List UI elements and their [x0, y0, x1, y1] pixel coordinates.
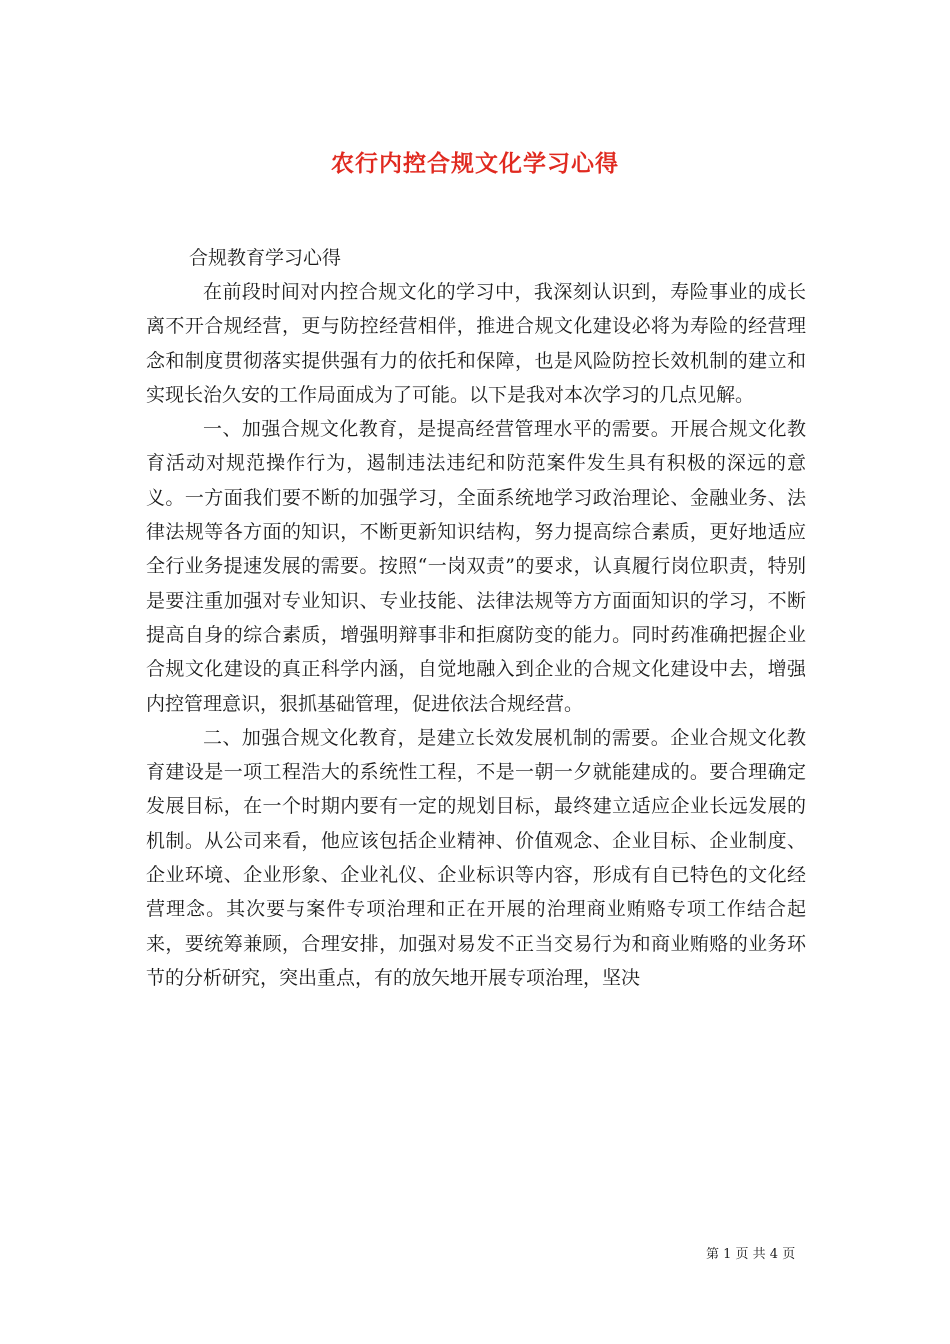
paragraph-intro: 在前段时间对内控合规文化的学习中，我深刻认识到，寿险事业的成长离不开合规经营，更与防控经营相伴，推进合规文化建设必将为寿险的经营理念和制度贯彻落实提供强有力的依托和保障，也是风险防控长效机制的建立和实现长治久安的工作局面成为了可能。以下是我对本次学习的几点见解。	[146, 281, 806, 406]
document-body	[146, 275, 806, 995]
paragraph-section-two: 二、加强合规文化教育，是建立长效发展机制的需要。企业合规文化教育建设是一项工程浩大的系统性工程，不是一朝一夕就能建成的。要合理确定发展目标，在一个时期内要有一定的规划目标，最终建立适应企业长远发展的机制。从公司来看，他应该包括企业精神、价值观念、企业目标、企业制度、企业环境、企业形象、企业礼仪、企业标识等内容，形成有自已特色的文化经营理念。其次要与案件专项治理和正在开展的治理商业贿赂专项工作结合起来，要统筹兼顾，合理安排，加强对易发不正当交易行为和商业贿赂的业务环节的分析研究，突出重点，有的放矢地开展专项治理，坚决	[146, 726, 806, 989]
document-title: 农行内控合规文化学习心得	[331, 150, 619, 178]
document-subtitle: 合规教育学习心得	[189, 247, 342, 269]
paragraph-section-one: 一、加强合规文化教育，是提高经营管理水平的需要。开展合规文化教育活动对规范操作行为，遏制违法违纪和防范案件发生具有积极的深远的意义。一方面我们要不断的加强学习，全面系统地学习政治理论、金融业务、法律法规等各方面的知识，不断更新知识结构，努力提高综合素质，更好地适应全行业务提速发展的需要。按照“一岗双责”的要求，认真履行岗位职责，特别是要注重加强对专业知识、专业技能、法律法规等方方面面知识的学习，不断提高自身的综合素质，增强明辩事非和拒腐防变的能力。同时药准确把握企业合规文化建设的真正科学内涵，自觉地融入到企业的合规文化建设中去，增强内控管理意识，狠抓基础管理，促进依法合规经营。	[146, 418, 806, 715]
page-number-footer: 第 1 页 共 4 页	[706, 1247, 796, 1262]
